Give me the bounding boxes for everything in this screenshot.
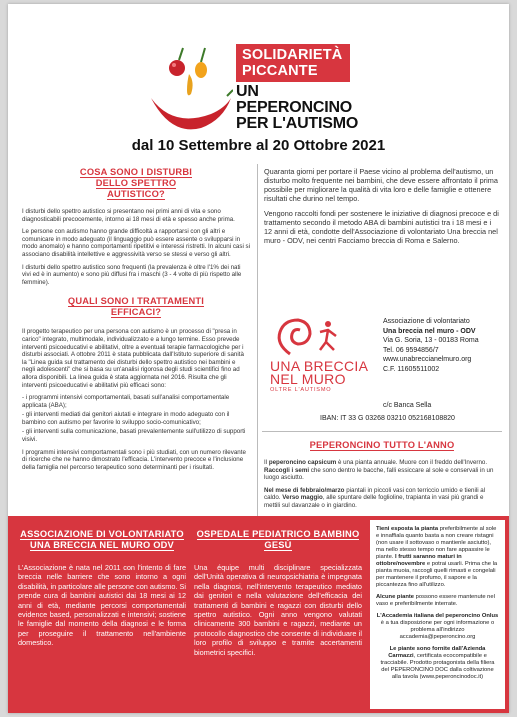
una-breccia-logo-mark — [270, 314, 380, 360]
assoc-logo-subtitle: OLTRE L'AUTISMO — [270, 387, 332, 393]
column-divider — [257, 164, 258, 516]
hospital-text: Una équipe multi disciplinare specializzata dell'Unità operativa di neuropsichiatria è impegnata nella diagnosi, nell'intervento terapeutico mediato dai genitori e nella valutazione dell'efficacia dei trattamenti di bambini e ragazzi con disturbi dello spettro autistico. Ogni anno vengono valutati clinicamente 300 bambini e ragazzi, mediante un protocollo diagnostico che consente di individuare il loro profilo di sviluppo e tramite accertamenti biometrici specifici. — [194, 563, 362, 657]
trattamenti-paragraph-1: Il progetto terapeutico per una persona con autismo è un processo di "presa in carico" integrato, multimodale, individualizzato e a lungo termine. Esso prevede interventi psicoeducativi e abilitativi, oltre a eventuali terapie farmacologiche per i disturbi associati. A ottobre 2011 è stata pubblicata dall'Istituto superiore di sanità la "Linea guida sul trattamento dei disturbi dello spettro autistico nei bambini e negli adolescenti" che si basa su un'analisi rigorosa degli studi scientifici fino ad allora disponibili. La linea guida è stata aggiornata nel 2016. Risulta che gli interventi psicoeducativi e abilitativi più efficaci sono: — [22, 328, 244, 389]
pep-p1-b: peperoncino capsicum — [268, 459, 337, 466]
pep-p1-c: è una pianta annuale. Muore con il freddo dell'Inverno. — [336, 459, 488, 466]
hospital-title-text: OSPEDALE PEDIATRICO BAMBINO GESÙ — [196, 529, 360, 550]
assoc-logo-line-1: UNA BRECCIA — [270, 358, 369, 374]
section-title-trattamenti-text: QUALI SONO I TRATTAMENTI EFFICACI? — [67, 296, 205, 318]
card-paragraph-4 — [376, 646, 499, 681]
right-divider — [262, 431, 502, 432]
card-p3-a: L'Accademia italiana del peperoncino Onlus — [376, 613, 499, 619]
card-p1-d: e potrai usarli. Prima che la pianta muoia, raccogli quelli rimasti e congelali per mantenere il profumo, il sapore e la piccantezza fino all'utilizzo. — [376, 561, 498, 588]
spiral-icon — [279, 320, 310, 354]
brand-line-1: SOLIDARIETÀ — [242, 47, 343, 63]
section-title-peperoncino — [304, 440, 460, 451]
campaign-title-line-1: UN PEPERONCINO — [236, 83, 353, 116]
pep-p2-d: , alle spuntare delle foglioline, trapianta in vasi più grandi e mettili sul davanzale o in giardino. — [264, 494, 484, 509]
card-p1-b: preferibilmente al sole e innaffiala quanto basta a non creare ristagni (non usare il sottovaso o mantienle asciutto), ma nello stesso tempo non fare appassire le piante. — [376, 526, 497, 560]
nose-pepper — [187, 74, 193, 95]
peperoncino-paragraph-1 — [264, 459, 500, 482]
peperoncino-paragraph-2 — [264, 487, 500, 510]
card-paragraph-3 — [376, 613, 499, 641]
pep-p2-a: Nel mese di febbraio/marzo — [264, 486, 345, 494]
assoc-fiscal-code: C.F. 11605511002 — [383, 365, 440, 373]
left-column — [22, 167, 250, 476]
campaign-dates: dal 10 Settembre al 20 Ottobre 2021 — [131, 137, 386, 154]
section-title-trattamenti — [62, 296, 210, 318]
brand-line-2: PICCANTE — [242, 63, 318, 79]
mouth-stem — [227, 90, 233, 96]
assoc-website: www.unabreccianelmuro.org — [383, 356, 472, 363]
peperoncino-section — [264, 440, 500, 510]
card-p4-b: , certificata ecocompatibile e tracciabile. Prodotto protagonista della filiera del PEPERONCINO DOC dalla coltivazione alla tavola (www.peperoncinodoc.it) — [380, 653, 495, 680]
assoc-bank: c/c Banca Sella — [383, 402, 432, 409]
pep-p2-b: piantali in piccoli vasi con terriccio umido e tienili al caldo. — [264, 486, 486, 502]
assoc-label: Associazione di volontariato — [383, 318, 470, 325]
section-title-disturbi — [66, 167, 206, 200]
hospital-title — [194, 529, 362, 551]
assoc-contact-info — [383, 317, 508, 374]
card-paragraph-2 — [376, 594, 499, 608]
card-p2-a: Alcune piante — [376, 594, 415, 600]
pep-p1-a: Il — [264, 459, 269, 466]
assoc-name: Una breccia nel muro - ODV — [383, 327, 476, 335]
trattamenti-paragraph-5: I programmi intensivi comportamentali sono i più studiati, con un numero rilevante di ricerche che ne hanno dimostrato l'efficacia. L'intervento precoce e l'inclusione della famiglia nel percorso terapeutico sono determinanti per i risultati. — [22, 448, 246, 471]
card-p1-c: I frutti saranno maturi in ottobre/novembre — [376, 554, 462, 567]
disturbi-paragraph-3: I disturbi dello spettro autistico sono frequenti (la prevalenza è oltre l'1% dei nati vivi ed è in aumento) e sono più diffusi fra i maschi (3 - 4 volte di più rispetto alle femmine). — [22, 263, 242, 286]
stem-right — [201, 48, 205, 62]
pep-p1-e: che sono dentro le bacche, falli essiccare al sole e conservali in un luogo asciutto. — [264, 466, 494, 482]
flyer-page — [8, 4, 509, 713]
running-figure-icon — [320, 330, 336, 350]
card-p3-b: è a tua disposizione per ogni informazione o problema all'indirizzo accademia@peperoncino.org — [380, 620, 495, 640]
trattamenti-bullet-1: - i programmi intensivi comportamentali, basati sull'analisi comportamentale applicata (ABA); — [22, 394, 230, 409]
hospital-description — [194, 529, 362, 657]
assoc-iban: IBAN: IT 33 G 03268 03210 052168108820 — [320, 415, 455, 422]
plant-care-card — [370, 520, 505, 709]
section-title-peperoncino-text: PEPERONCINO TUTTO L'ANNO — [309, 440, 455, 450]
assoc-description-text: L'Associazione è nata nel 2011 con l'intento di fare breccia nelle barriere che sono intorno a ogni disabilità, in particolare alle persone con autismo. Si prende cura di bambini autistici dai 18 mesi ai 12 anni di età, mediante percorsi comportamentali evidence based, personalizzati e intensivi; sostiene le famiglie dal momento della diagnosi e le forma per proseguire il trattamento nell'ambiente domestico. — [18, 563, 186, 648]
assoc-logo-text — [270, 360, 368, 386]
disturbi-paragraph-1: I disturbi dello spettro autistico si presentano nei primi anni di vita e sono diagnosticabili precocemente, intorno ai 18 mesi di età e spesso anche prima. — [22, 208, 235, 223]
campaign-title — [236, 84, 376, 132]
left-eye-pepper — [169, 60, 185, 76]
section-title-disturbi-text: COSA SONO I DISTURBI DELLO SPETTRO AUTISTICO? — [79, 167, 193, 199]
card-paragraph-1 — [376, 526, 499, 589]
assoc-description — [18, 529, 186, 648]
brand-badge — [236, 44, 350, 82]
right-column — [264, 167, 500, 251]
card-p4-a: Le piante sono fornite dall'Azienda Carmazzi — [388, 646, 486, 659]
trattamenti-bullet-3: - gli interventi sulla comunicazione, basati prevalentemente sull'utilizzo di supporti visivi. — [22, 428, 246, 444]
assoc-description-title — [18, 529, 186, 551]
mouth-chili — [151, 98, 231, 129]
chili-smile-logo — [143, 44, 233, 136]
right-eye-pepper — [195, 62, 207, 78]
figure-head-icon — [325, 321, 331, 327]
campaign-title-line-2: PER L'AUTISMO — [236, 115, 359, 132]
assoc-address: Via G. Soria, 13 - 00183 Roma — [383, 337, 479, 344]
assoc-phone: Tel. 06 9594856/7 — [383, 346, 439, 354]
assoc-logo-line-2: NEL MURO — [270, 371, 346, 387]
intro-paragraph-2: Vengono raccolti fondi per sostenere le iniziative di diagnosi precoce e di trattamento secondo il metodo ABA di bambini autistici tra i 18 mesi e i 12 anni di età, condotte dell'Associazione di volontariato Una breccia nel muro - ODV, nei centri Facciamo breccia di Roma e Salerno. — [264, 209, 499, 245]
card-p1-a: Tieni esposta la pianta — [376, 526, 439, 532]
intro-paragraph-1: Quaranta giorni per portare il Paese vicino al problema dell'autismo, un disturbo molto frequente nei bambini, che deve essere affrontato il prima possibile per migliorare la qualità di vita loro e delle famiglie e ottenere risultati che durino nel tempo. — [264, 167, 498, 203]
pep-p2-c: Verso maggio — [282, 494, 323, 502]
stem-left — [179, 48, 183, 60]
trattamenti-bullet-2: - gli interventi mediati dai genitori aiutati e integrare in modo adeguato con il bambino con autismo per favorire lo sviluppo socio-comunicativo; — [22, 411, 230, 426]
card-p2-b: possono essere mantenute nel vaso e preferibilmente interrate. — [376, 594, 495, 607]
assoc-description-title-text: ASSOCIAZIONE DI VOLONTARIATO UNA BRECCIA NEL MURO ODV — [20, 529, 184, 550]
disturbi-paragraph-2: Le persone con autismo hanno grande difficoltà a rapportarsi con gli altri e comunicare in modo adeguato (il linguaggio può essere assente o svilupparsi in modo anomalo) e hanno comportamenti ripetitivi e interessi ristretti. In alcuni casi si associano disabilità intellettive e aggressività verso se stessi e verso gli altri. — [22, 228, 251, 258]
pep-p1-d: Raccogli i semi — [264, 466, 310, 474]
left-eye-highlight — [172, 63, 176, 67]
